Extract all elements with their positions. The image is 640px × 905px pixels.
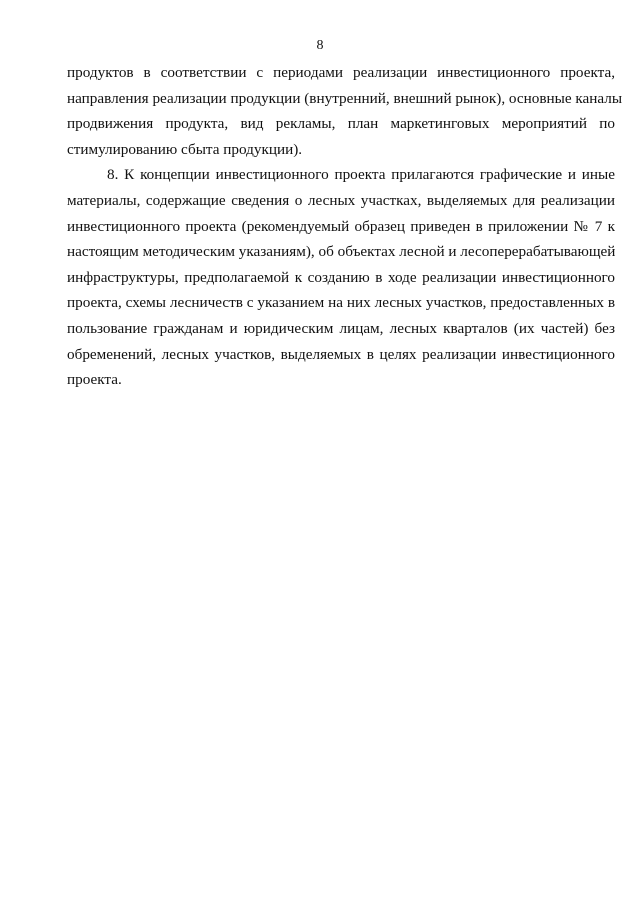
page-number: 8 [316, 38, 324, 53]
text-line: настоящим методическим указаниям), об объектах лесной и лесоперерабатывающей [67, 243, 616, 261]
text-line: инвестиционного проекта (рекомендуемый образец приведен в приложении № 7 к [67, 217, 615, 235]
paragraph-item-8 [67, 162, 615, 392]
text-line: 8. К концепции инвестиционного проекта прилагаются графические и иные [107, 166, 615, 184]
text-line: проекта, схемы лесничеств с указанием на них лесных участков, предоставленных в [67, 294, 615, 312]
text-line: пользование гражданам и юридическим лицам, лесных кварталов (их частей) без [67, 319, 615, 337]
text-line: стимулированию сбыта продукции). [67, 140, 303, 158]
text-line: обременений, лесных участков, выделяемых в целях реализации инвестиционного [67, 345, 615, 363]
text-line: продуктов в соответствии с периодами реализации инвестиционного проекта, [67, 64, 615, 81]
text-line: продвижения продукта, вид рекламы, план маркетинговых мероприятий по [67, 115, 615, 133]
body-text [67, 60, 623, 393]
text-line: проекта. [67, 371, 122, 389]
paragraph-continuation [67, 60, 623, 162]
text-line: инфраструктуры, предполагаемой к созданию в ходе реализации инвестиционного [67, 268, 615, 286]
text-line: материалы, содержащие сведения о лесных участках, выделяемых для реализации [67, 191, 615, 209]
text-line: направления реализации продукции (внутренний, внешний рынок), основные каналы [67, 89, 623, 107]
